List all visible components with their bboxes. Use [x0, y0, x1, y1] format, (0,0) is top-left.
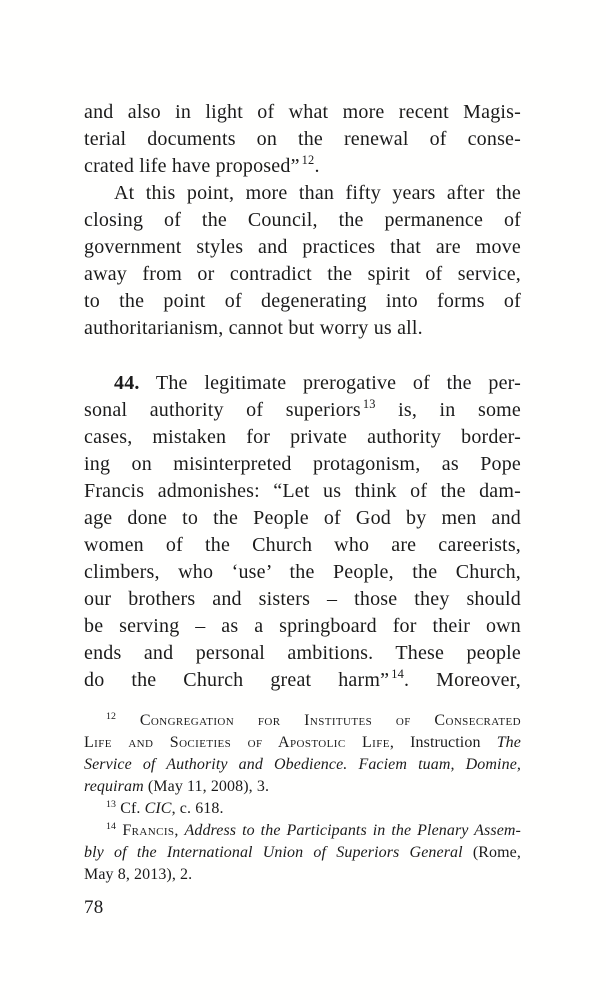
- text-run: our brothers and sisters – those they should: [84, 588, 521, 610]
- text-run: crated life have proposed”: [84, 155, 300, 177]
- text-line: [84, 532, 521, 559]
- text-run: closing of the Council, the permanence of: [84, 209, 521, 231]
- text-line: [84, 820, 521, 842]
- text-run: away from or contradict the spirit of service,: [84, 263, 521, 285]
- text-line: [84, 586, 521, 613]
- footnote-14: [84, 820, 521, 886]
- text-line: [84, 640, 521, 667]
- text-run: and also in light of what more recent Magis-: [84, 101, 521, 123]
- text-line: [84, 180, 521, 207]
- text-run: ing on misinterpreted protagonism, as Pope: [84, 453, 521, 475]
- text-run: women of the Church who are careerists,: [84, 534, 521, 556]
- footnote-reference: 14: [391, 667, 404, 682]
- footnote-reference: 12: [301, 153, 315, 168]
- text-run: . Moreover,: [404, 669, 521, 691]
- text-run: (May 11, 2008), 3.: [143, 778, 270, 795]
- text-line: [84, 207, 521, 234]
- text-run: ends and personal ambitions. These people: [84, 642, 521, 664]
- text-run: (Rome,: [462, 844, 521, 861]
- text-run: Cf.: [116, 800, 145, 817]
- text-line: [84, 732, 521, 754]
- text-line: [84, 99, 521, 126]
- text-line: [84, 505, 521, 532]
- text-line: [84, 153, 521, 180]
- text-line: [84, 126, 521, 153]
- text-run: terial documents on the renewal of conse-: [84, 128, 521, 150]
- text-run: cases, mistaken for private authority border-: [84, 426, 521, 448]
- text-run: , c. 618.: [171, 800, 224, 817]
- text-line: [84, 424, 521, 451]
- text-line: [84, 451, 521, 478]
- page-number: 78: [84, 897, 104, 918]
- text-run: to the point of degenerating into forms of: [84, 290, 521, 312]
- text-run: requiram: [84, 778, 144, 795]
- text-run: The: [496, 734, 521, 751]
- text-run: Francis: [116, 822, 175, 839]
- text-line: [84, 667, 521, 694]
- text-run: climbers, who ‘use’ the People, the Church,: [84, 561, 521, 583]
- text-run: 44.: [114, 372, 140, 394]
- text-line: [84, 478, 521, 505]
- body-text: [84, 99, 521, 694]
- footnote-13: [84, 798, 521, 820]
- text-run: authoritarianism, cannot but worry us all.: [84, 317, 423, 339]
- footnotes-section: [84, 710, 521, 886]
- text-run: age done to the People of God by men and: [84, 507, 521, 529]
- footnote-reference: 12: [106, 710, 117, 722]
- text-run: Francis admonishes: “Let us think of the dam-: [84, 480, 521, 502]
- text-run: At this point, more than fifty years after the: [114, 182, 521, 204]
- text-line: [84, 776, 521, 798]
- text-line: [84, 234, 521, 261]
- footnote-reference: 13: [362, 397, 376, 412]
- text-line: [84, 315, 521, 342]
- text-line: [84, 864, 521, 886]
- text-line: [84, 842, 521, 864]
- text-run: do the Church great harm”: [84, 669, 390, 691]
- text-run: Life and Societies of Apostolic Life: [84, 734, 390, 751]
- text-line: [84, 559, 521, 586]
- text-run: be serving – as a springboard for their own: [84, 615, 521, 637]
- text-run: sonal authority of superiors: [84, 399, 361, 421]
- text-run: , Instruction: [389, 734, 497, 751]
- footnote-12: [84, 710, 521, 798]
- text-run: government styles and practices that are move: [84, 236, 521, 258]
- text-run: May 8, 2013), 2.: [84, 866, 193, 883]
- text-line: [84, 370, 521, 397]
- text-run: ,: [174, 822, 185, 839]
- text-line: [84, 710, 521, 732]
- text-run: Address to the Participants in the Plenary Assem-: [184, 822, 521, 839]
- text-run: The legitimate prerogative of the per-: [139, 372, 521, 394]
- paragraph-at-this-point: [84, 180, 521, 342]
- text-run: is, in some: [375, 399, 521, 421]
- footnote-reference: 13: [106, 798, 117, 810]
- text-line: [84, 613, 521, 640]
- text-run: Service of Authority and Obedience. Faciem tuam, Domine,: [84, 756, 521, 773]
- text-run: bly of the International Union of Superiors General: [84, 844, 463, 861]
- paragraph-44: [84, 370, 521, 694]
- text-line: [84, 754, 521, 776]
- text-line: [84, 798, 521, 820]
- text-run: Congregation for Institutes of Consecrated: [116, 712, 521, 729]
- text-line: [84, 288, 521, 315]
- text-line: [84, 261, 521, 288]
- footnote-reference: 14: [106, 820, 117, 832]
- text-run: .: [314, 155, 320, 177]
- paragraph-continuation: [84, 99, 521, 180]
- text-line: [84, 397, 521, 424]
- text-run: CIC: [144, 800, 172, 817]
